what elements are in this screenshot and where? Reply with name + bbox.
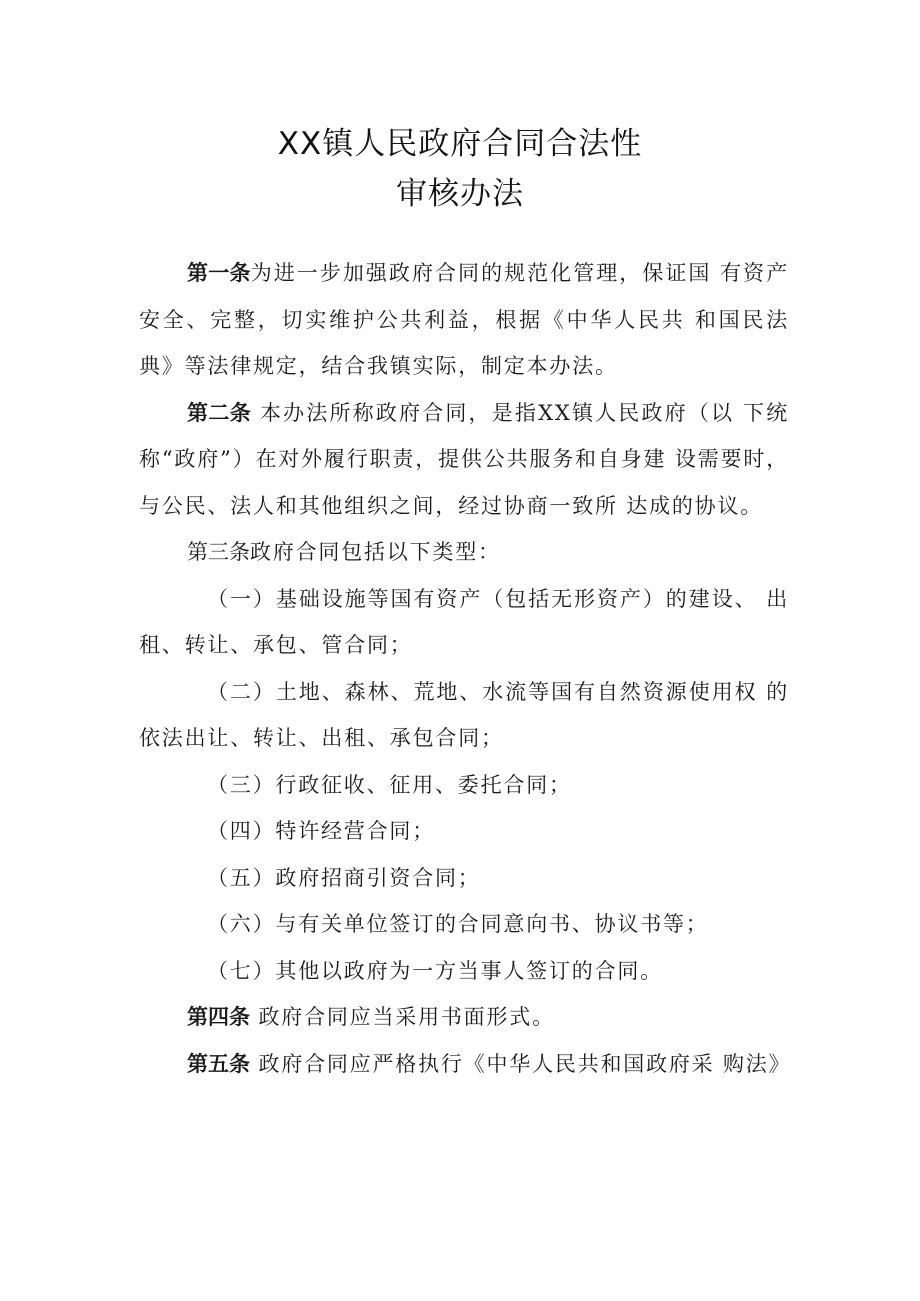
document-body [139,250,792,1087]
list-item: （五）政府招商引资合同； [207,865,481,890]
article-label: 第一条 [187,261,251,285]
article-text: 为进一步加强政府合同的规范化管理，保证国 有资产安全、完整，切实维护公共利益，根据《中华人民共 和国民法典》等法律规定，结合我镇实际，制定本办法。 [139,261,790,378]
article-1 [139,250,789,390]
article-text: 政府合同包括以下类型： [250,540,501,564]
article-text: 本办法所称政府合同，是指XX镇人民政府（以 下统称“政府”）在对外履行职责，提供公共服务和自身建 设需要时，与公民、法人和其他组织之间，经过协商一致所 达成的协议。 [139,400,789,518]
article-label: 第四条 [187,1005,250,1029]
list-item: （七）其他以政府为一方当事人签订的合同。 [207,958,663,983]
article-label: 第二条 [187,400,252,425]
article-label: 第三条 [187,540,250,564]
list-item: （二）土地、森林、荒地、水流等国有自然资源使用权 的依法出让、转让、出租、承包合同； [139,679,789,750]
article-text: 政府合同应严格执行《中华人民共和国政府采 购法》 [250,1051,792,1076]
article-3 [139,529,789,576]
list-item: （六）与有关单位签订的合同意向书、协议书等； [207,912,709,936]
list-item: （四）特许经营合同； [207,819,435,843]
list-item: （三）行政征收、征用、委托合同； [207,772,572,797]
list-item: （一）基础设施等国有资产（包括无形资产）的建设、 出租、转让、承包、管合同； [139,586,789,657]
article-label: 第五条 [187,1051,250,1076]
document-title: XX镇人民政府合同合法性 [277,126,643,162]
article-2 [139,390,789,530]
article-5 [139,1041,792,1088]
document-title-line2: 审核办法 [396,176,524,212]
article-4 [139,994,789,1041]
article-text: 政府合同应当采用书面形式。 [250,1005,555,1029]
